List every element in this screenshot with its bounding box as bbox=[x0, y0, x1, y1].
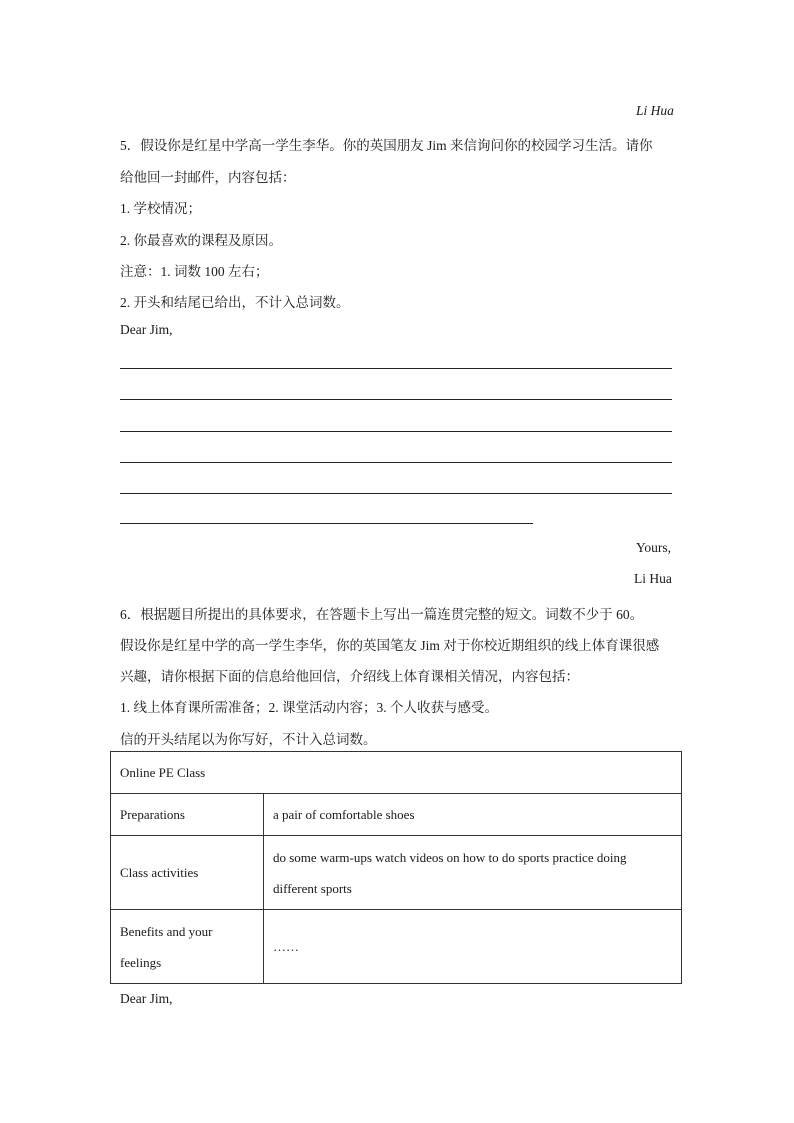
q6-line-1: 6．根据题目所提出的具体要求，在答题卡上写出一篇连贯完整的短文。词数不少于 60。 bbox=[120, 607, 644, 622]
row-value: …… bbox=[264, 910, 682, 984]
answer-line bbox=[120, 462, 672, 463]
q5-item-1: 1. 学校情况； bbox=[120, 201, 201, 216]
info-table bbox=[110, 751, 682, 984]
answer-line bbox=[120, 368, 672, 369]
q5-closing: Yours, bbox=[636, 540, 672, 555]
q6-line-4: 1. 线上体育课所需准备；2. 课堂活动内容；3. 个人收获与感受。 bbox=[120, 700, 498, 715]
q6-greeting: Dear Jim, bbox=[120, 991, 173, 1006]
answer-line bbox=[120, 399, 672, 400]
row-label: Preparations bbox=[111, 794, 264, 836]
answer-line-short bbox=[120, 523, 533, 524]
row-value: a pair of comfortable shoes bbox=[264, 794, 682, 836]
q6-line-2: 假设你是红星中学的高一学生李华，你的英国笔友 Jim 对于你校近期组织的线上体育课很感 bbox=[120, 638, 660, 653]
q5-line-1: 5．假设你是红星中学高一学生李华。你的英国朋友 Jim 来信询问你的校园学习生活。请你 bbox=[120, 138, 653, 153]
table-row bbox=[111, 836, 682, 910]
q5-item-2: 2. 你最喜欢的课程及原因。 bbox=[120, 233, 282, 248]
table-row bbox=[111, 794, 682, 836]
row-label: Class activities bbox=[111, 836, 264, 910]
answer-line bbox=[120, 493, 672, 494]
row-value: do some warm-ups watch videos on how to do sports practice doing different sports bbox=[264, 836, 682, 910]
table-row bbox=[111, 910, 682, 984]
q5-greeting: Dear Jim, bbox=[120, 322, 173, 337]
table-header: Online PE Class bbox=[111, 752, 682, 794]
answer-line bbox=[120, 431, 672, 432]
q5-line-2: 给他回一封邮件，内容包括： bbox=[120, 170, 296, 185]
q5-signature: Li Hua bbox=[634, 571, 672, 586]
table-header-row bbox=[111, 752, 682, 794]
q6-line-5: 信的开头结尾以为你写好，不计入总词数。 bbox=[120, 732, 377, 747]
q5-note-1: 注意：1. 词数 100 左右； bbox=[120, 264, 269, 279]
q6-line-3: 兴趣，请你根据下面的信息给他回信，介绍线上体育课相关情况，内容包括： bbox=[120, 669, 579, 684]
q5-note-2: 2. 开头和结尾已给出，不计入总词数。 bbox=[120, 295, 350, 310]
row-label: Benefits and your feelings bbox=[111, 910, 264, 984]
signature-top: Li Hua bbox=[636, 103, 674, 118]
